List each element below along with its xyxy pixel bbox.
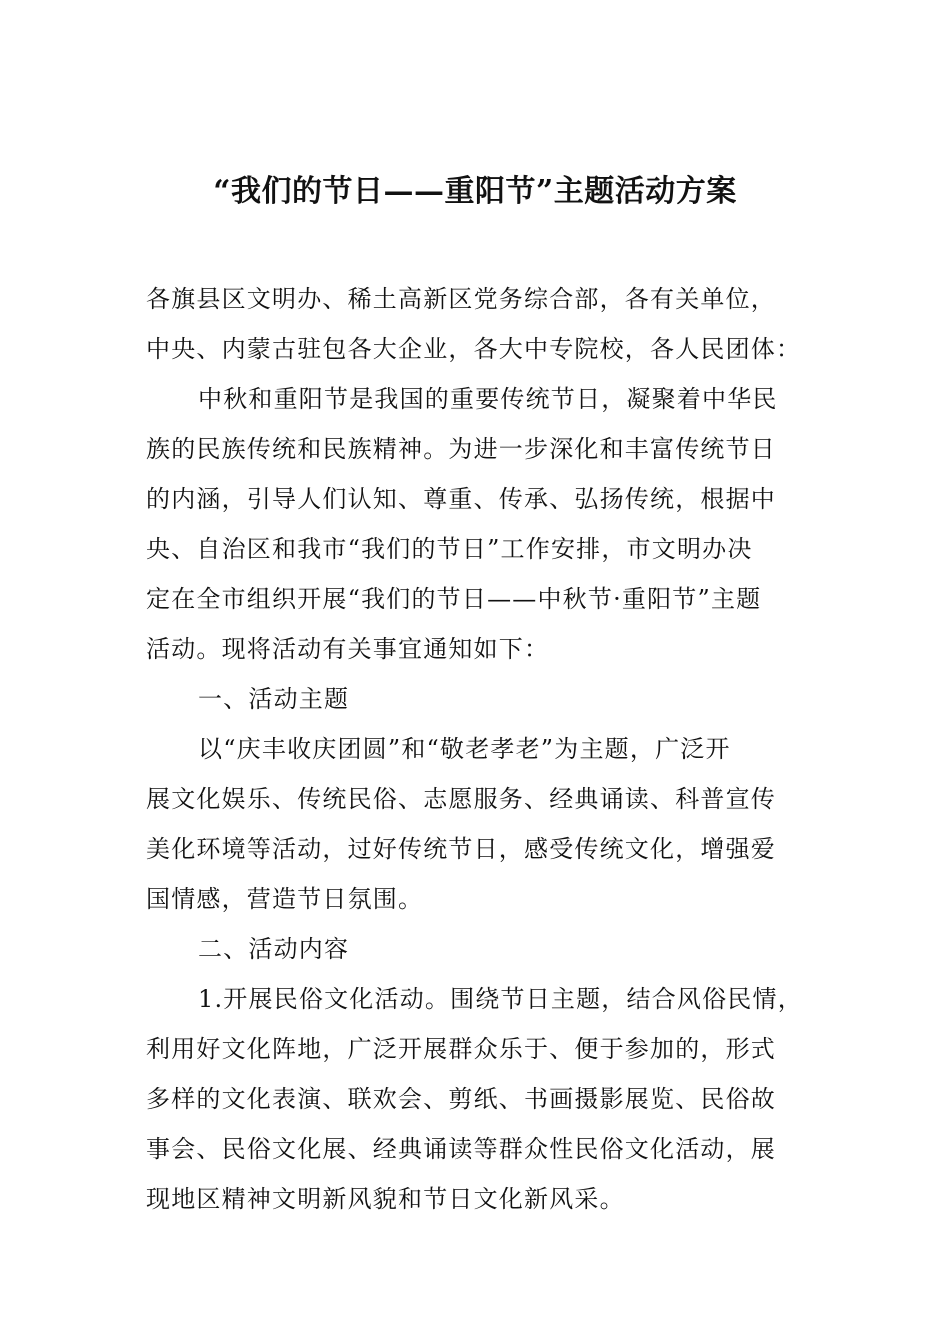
paragraph-line: 国情感，营造节日氛围。 [146,885,424,913]
paragraph-line: 中秋和重阳节是我国的重要传统节日，凝聚着中华民 [198,385,778,413]
paragraph-line: 央、自治区和我市“我们的节日”工作安排，市文明办决 [146,535,753,563]
paragraph-line: 现地区精神文明新风貌和节日文化新风采。 [146,1185,625,1213]
section-heading: 二、活动内容 [198,935,350,963]
paragraph-line: 美化环境等活动，过好传统节日，感受传统文化，增强爱 [146,835,776,863]
paragraph-line: 1.开展民俗文化活动。围绕节日主题，结合风俗民情， [198,985,803,1013]
paragraph-line: 活动。现将活动有关事宜通知如下： [146,635,550,663]
document-title: “我们的节日——重阳节”主题活动方案 [213,174,737,209]
paragraph-line: 展文化娱乐、传统民俗、志愿服务、经典诵读、科普宣传 [146,785,776,813]
paragraph-line: 定在全市组织开展“我们的节日——中秋节·重阳节”主题 [146,585,762,613]
document-body [146,274,808,1224]
salutation-line: 中央、内蒙古驻包各大企业，各大中专院校，各人民团体： [146,335,802,363]
paragraph-line: 以“庆丰收庆团圆”和“敬老孝老”为主题，广泛开 [198,735,731,763]
paragraph-line: 事会、民俗文化展、经典诵读等群众性民俗文化活动，展 [146,1135,776,1163]
paragraph-line: 利用好文化阵地，广泛开展群众乐于、便于参加的，形式 [146,1035,776,1063]
paragraph-line: 的内涵，引导人们认知、尊重、传承、弘扬传统，根据中 [146,485,776,513]
salutation-line: 各旗县区文明办、稀土高新区党务综合部，各有关单位， [146,285,776,313]
paragraph-line: 多样的文化表演、联欢会、剪纸、书画摄影展览、民俗故 [146,1085,776,1113]
section-heading: 一、活动主题 [198,685,350,713]
paragraph-line: 族的民族传统和民族精神。为进一步深化和丰富传统节日 [146,435,776,463]
